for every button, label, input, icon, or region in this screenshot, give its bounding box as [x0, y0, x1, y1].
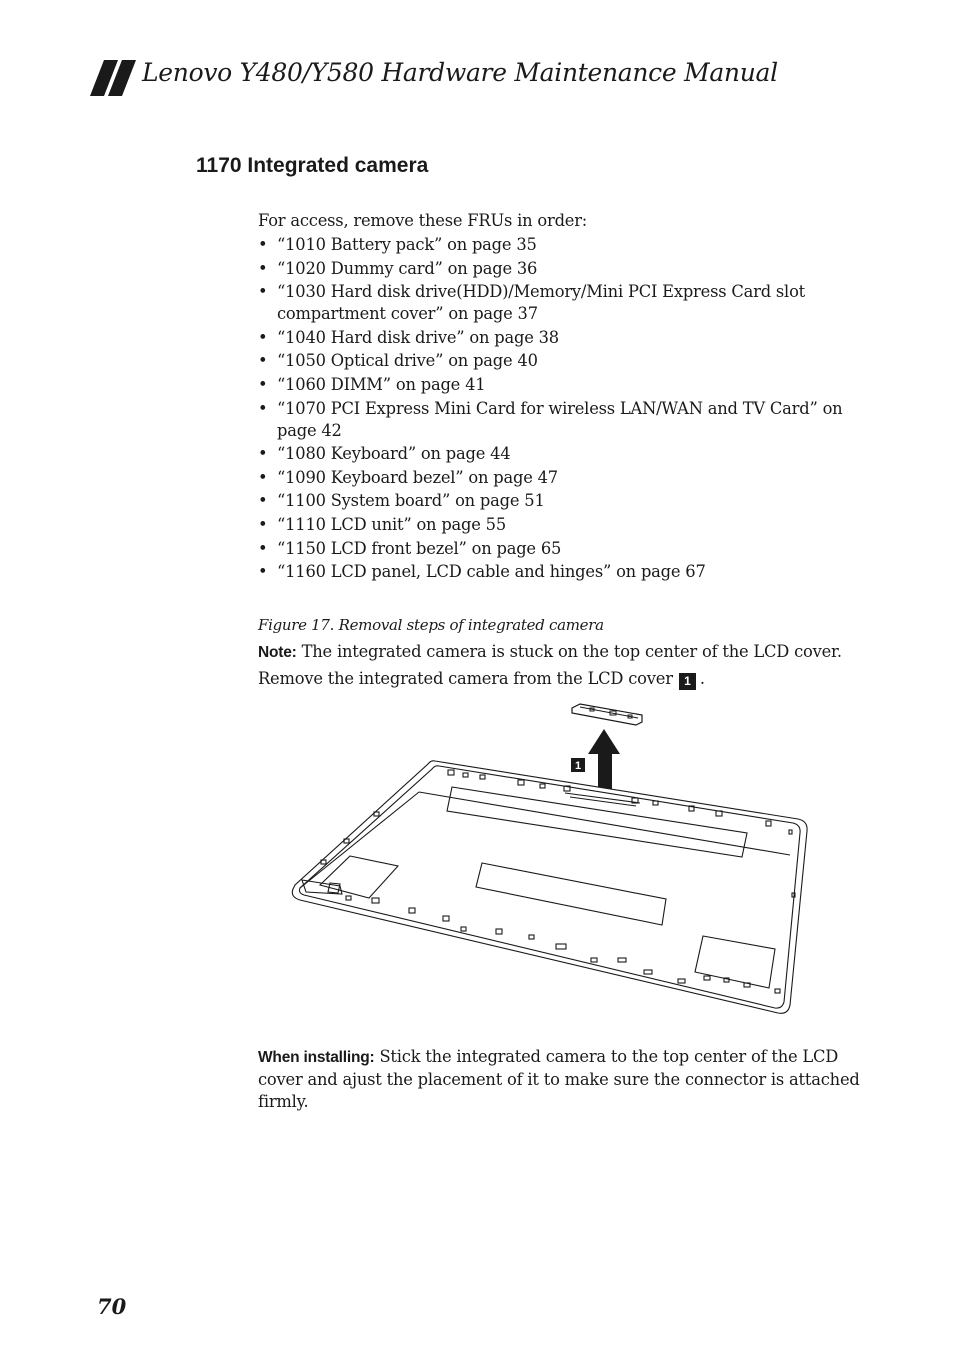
bullet: • — [258, 491, 268, 511]
lcd-cover-camera-diagram — [280, 700, 820, 1020]
list-item — [258, 514, 858, 536]
diagram-step-label: 1 — [574, 760, 582, 772]
fru-link[interactable]: “1080 Keyboard” on page 44 — [277, 444, 511, 464]
header-slash-mark-icon — [90, 60, 136, 96]
bullet: • — [258, 514, 268, 534]
bullet: • — [258, 467, 268, 487]
list-item — [258, 281, 858, 325]
bullet: • — [258, 444, 268, 464]
fru-link[interactable]: “1050 Optical drive” on page 40 — [277, 351, 538, 371]
list-item — [258, 327, 858, 349]
fru-link[interactable]: “1040 Hard disk drive” on page 38 — [277, 327, 559, 347]
manual-title: Lenovo Y480/Y580 Hardware Maintenance Manual — [142, 58, 778, 87]
bullet: • — [258, 282, 268, 302]
step-badge: 1 — [679, 673, 696, 690]
list-item — [258, 374, 858, 396]
bullet: • — [258, 538, 268, 558]
bullet: • — [258, 374, 268, 394]
camera-module-part — [572, 704, 642, 725]
list-item — [258, 258, 858, 280]
fru-link[interactable]: “1160 LCD panel, LCD cable and hinges” on page 67 — [277, 562, 706, 582]
removal-instruction — [258, 668, 705, 690]
bullet: • — [258, 351, 268, 371]
bullet: • — [258, 562, 268, 582]
list-item — [258, 467, 858, 489]
bullet: • — [258, 258, 268, 278]
fru-link[interactable]: “1030 Hard disk drive(HDD)/Memory/Mini PCI Express Card slot — [277, 282, 806, 302]
fru-link[interactable]: “1090 Keyboard bezel” on page 47 — [277, 467, 558, 487]
list-item — [258, 490, 858, 512]
note-line — [258, 641, 842, 664]
list-item — [258, 234, 858, 256]
fru-link[interactable]: “1100 System board” on page 51 — [277, 491, 545, 511]
lcd-cover — [292, 761, 807, 1014]
bullet: • — [258, 235, 268, 254]
fru-link-continuation[interactable]: page 42 — [277, 420, 342, 440]
figure-caption: Figure 17. Removal steps of integrated camera — [258, 616, 604, 634]
installing-label: When installing: — [258, 1049, 375, 1066]
fru-link-continuation[interactable]: compartment cover” on page 37 — [277, 304, 538, 324]
section-title: 1170 Integrated camera — [196, 154, 429, 177]
list-item — [258, 538, 858, 560]
fru-link[interactable]: “1020 Dummy card” on page 36 — [277, 258, 538, 278]
list-item — [258, 443, 858, 465]
list-item — [258, 561, 858, 583]
access-intro: For access, remove these FRUs in order: — [258, 211, 588, 230]
note-text: The integrated camera is stuck on the top center of the LCD cover. — [296, 642, 842, 661]
bullet: • — [258, 327, 268, 347]
bullet: • — [258, 398, 268, 418]
removal-text: Remove the integrated camera from the LCD cover — [258, 669, 673, 688]
fru-link[interactable]: “1110 LCD unit” on page 55 — [277, 514, 506, 534]
installing-text: Stick the integrated camera to the top center of the LCD cover and ajust the placement of it to make sure the connector is attached firmly. — [258, 1047, 860, 1111]
removal-end: . — [699, 669, 705, 688]
note-label: Note: — [258, 644, 297, 661]
fru-link[interactable]: “1060 DIMM” on page 41 — [277, 374, 486, 394]
fru-link[interactable]: “1070 PCI Express Mini Card for wireless LAN/WAN and TV Card” on — [277, 398, 843, 418]
fru-link[interactable]: “1010 Battery pack” on page 35 — [277, 235, 537, 254]
list-item — [258, 350, 858, 372]
page-number: 70 — [97, 1294, 127, 1319]
fru-link[interactable]: “1150 LCD front bezel” on page 65 — [277, 538, 562, 558]
list-item — [258, 398, 858, 442]
fru-removal-list — [258, 234, 858, 585]
installation-note — [258, 1046, 868, 1113]
